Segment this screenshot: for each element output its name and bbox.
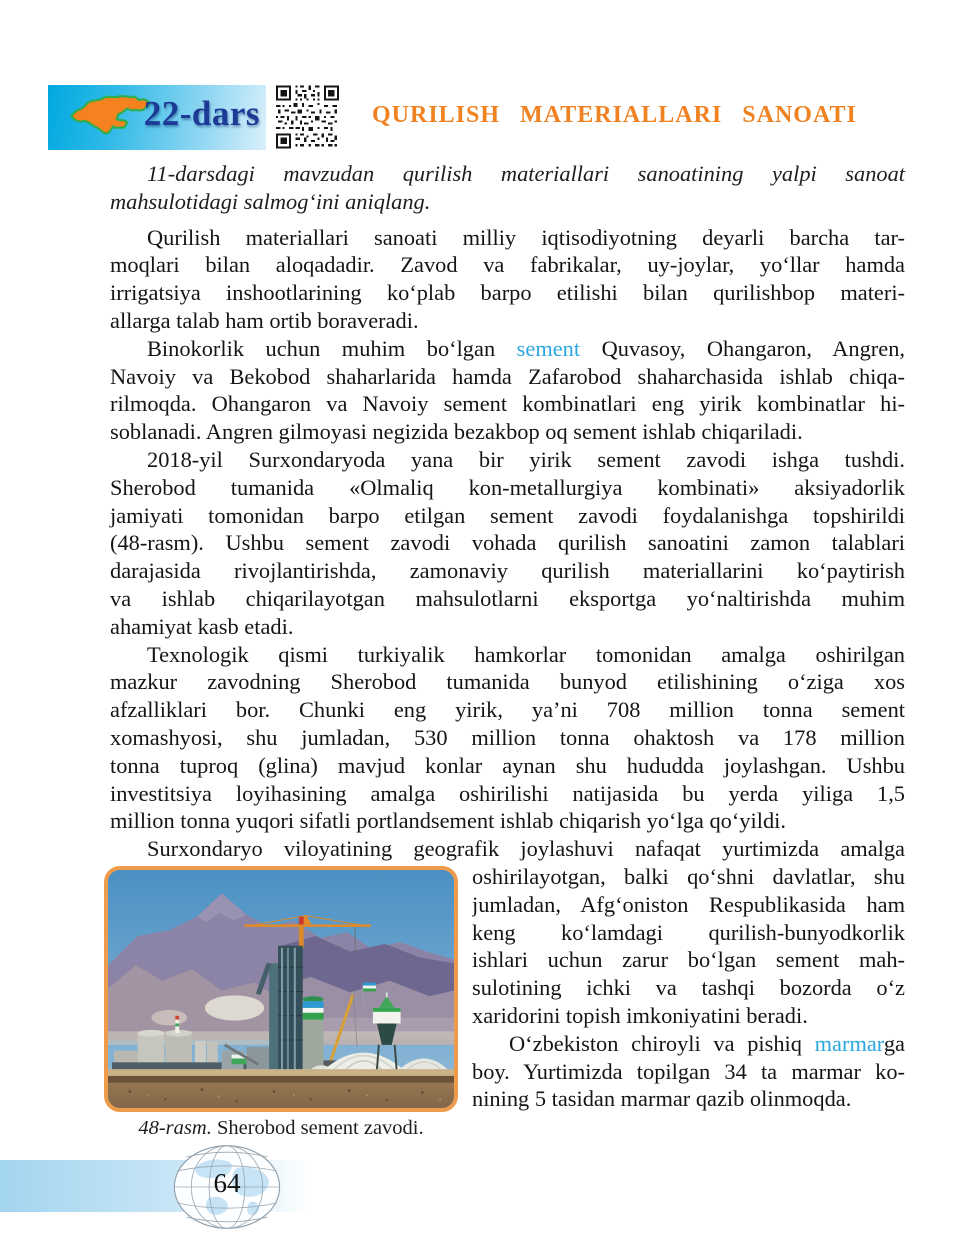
body-paragraph-1 [110,224,905,335]
figure-caption [104,1115,458,1141]
qr-code [276,84,339,150]
text-line: xaridorini topish imkoniyatini beradi. [472,1002,808,1028]
page-content [110,160,905,1141]
text-line: Texnologik qismi turkiyalik hamkorlar tomonidan amalga oshirilgan [147,641,905,667]
text-line: keng koʻlamdagi qurilish-bunyodkorlik [472,919,905,945]
text-line: ishlari uchun zarur boʻlgan sement mah- [472,947,905,973]
body-paragraph-2 [110,335,905,446]
text-line: tonna tuproq (glina) mavjud konlar aynan shu hududda joylashgan. Ushbu [110,752,905,778]
text-line: Oʻzbekiston chiroyli va pishiq marmarga [509,1030,905,1056]
body-paragraph-6 [472,1030,905,1113]
figure [104,866,458,1141]
text-line: nining 5 tasidan marmar qazib olinmoqda. [472,1086,852,1112]
text-line: va ishlab chiqarilayotgan mahsulotlarni eksportga yoʻnaltirishda muhim [110,585,905,611]
text-line: Navoiy va Bekobod shaharlarida hamda Zafarobod shaharchasida ishlab chiqa- [110,363,905,389]
text-line: xomashyosi, shu jumladan, 530 million tonna ohaktosh va 178 million [110,724,905,750]
text-line: soblanadi. Angren gilmoyasi negizida bezakbop oq sement ishlab chiqariladi. [110,419,803,445]
text-line: 2018-yil Surxondaryoda yana bir yirik sement zavodi ishga tushdi. [147,446,905,472]
text-line: irrigatsiya inshootlarining koʻplab barpo etilishi bilan qurilishbop materi- [110,280,905,306]
body-paragraph-5-first-line [110,835,905,863]
text-line: investitsiya loyihasining amalga oshirilishi natijasida bu yerda yiliga 1,5 [110,780,905,806]
keyword-link: sement [516,335,581,361]
text-line: allarga talab ham ortib boraveradi. [110,307,419,333]
text-line: boy. Yurtimizda topilgan 34 ta marmar ko- [472,1058,905,1084]
text-line: Qurilish materiallari sanoati milliy iqtisodiyotning deyarli barcha tar- [147,224,905,250]
text-line: Sherobod tumanida «Olmaliq kon-metallurgiya kombinati» aksiyadorlik [110,474,905,500]
text-line: sulotining ichki va tashqi bozorda oʻz [472,975,905,1001]
text-line: (48-rasm). Ushbu sement zavodi vohada qurilish sanoatini zamon talablari [110,530,905,556]
text-line: Binokorlik uchun muhim boʻlgan sement Quvasoy, Ohangaron, Angren, [147,335,905,361]
page-number: 64 [213,1168,241,1198]
text-line: Surxondaryo viloyatining geografik joylashuvi nafaqat yurtimizda amalga [147,836,905,862]
body-paragraph-5-continued [472,863,905,1030]
text-line: 11-darsdagi mavzudan qurilish materiallari sanoatining yalpi sanoat [147,161,905,186]
text-line: afzalliklari bor. Chunki eng yirik, ya’ni 708 million tonna sement [110,697,905,723]
lesson-badge-label: 22-dars [143,94,260,133]
figure-caption-text: Sherobod sement zavodi. [211,1116,424,1139]
lesson-badge [48,85,266,150]
text-line: rilmoqda. Ohangaron va Navoiy sement kombinatlari eng yirik kombinatlar hi- [110,391,905,417]
text-line: jumladan, Afgʻoniston Respublikasida ham [472,891,905,917]
keyword-link: marmar [814,1030,884,1056]
text-line: ahamiyat kasb etadi. [110,613,294,639]
text-line: mahsulotidagi salmogʻini aniqlang. [110,188,431,214]
text-line: mazkur zavodning Sherobod tumanida bunyod etilishining oʻziga xos [110,669,905,695]
text-line: oshirilayotgan, balki qoʻshni davlatlar, shu [472,863,905,889]
figure-photo [104,866,458,1112]
text-line: jamiyati tomonidan barpo etilgan sement zavodi foydalanishga topshirildi [110,502,905,528]
text-line: million tonna yuqori sifatli portlandsement ishlab chiqarish yoʻlga qoʻyildi. [110,808,786,834]
text-line: moqlari bilan aloqadadir. Zavod va fabrikalar, uy-joylar, yoʻllar hamda [110,252,905,278]
text-line: darajasida rivojlantirishda, zamonaviy qurilish materiallarini koʻpaytirish [110,558,905,584]
intro-paragraph [110,160,905,216]
figure-caption-label: 48-rasm. [138,1116,212,1139]
page-title: QURILISH MATERIALLARI SANOATI [372,102,857,128]
right-text-column [472,863,905,1113]
body-paragraph-3 [110,446,905,641]
body-paragraph-4 [110,641,905,836]
